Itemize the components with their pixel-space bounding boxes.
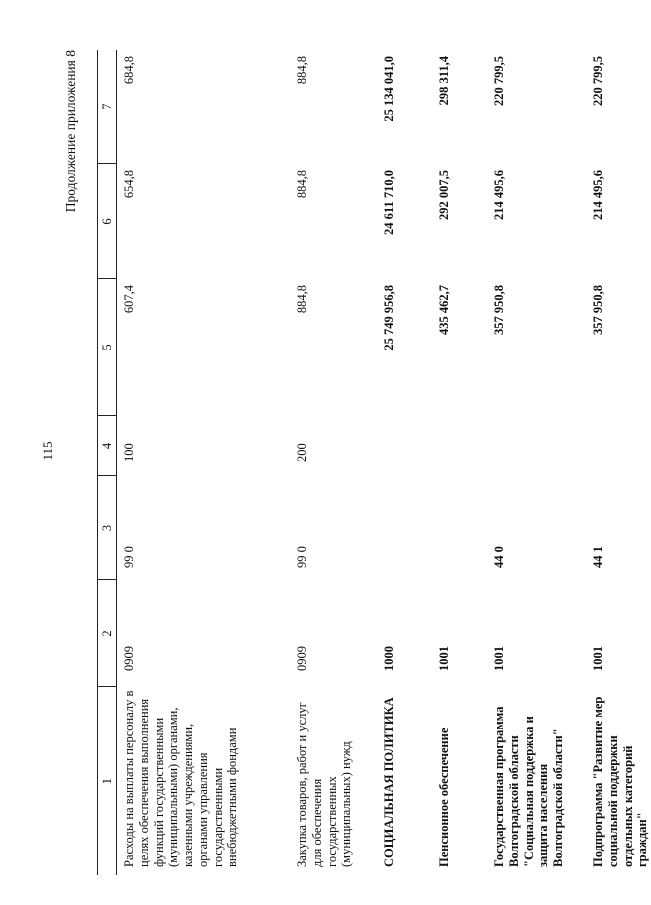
table-row xyxy=(377,50,432,875)
column-header: 3 xyxy=(98,476,117,580)
amount-col7: 25 134 041,0 xyxy=(382,56,396,122)
amount-col5: 607,4 xyxy=(122,285,136,314)
row-name: Закупка товаров, работ и услуг для обеспечения государственных (муниципальных) нужд xyxy=(295,702,354,867)
amount-col5: 884,8 xyxy=(295,285,309,314)
table-row xyxy=(290,50,377,875)
target-code: 99 0 xyxy=(122,546,136,568)
amount-col6: 214 495,6 xyxy=(591,170,605,220)
amount-col7: 220 799,5 xyxy=(492,56,506,106)
column-header: 6 xyxy=(98,164,117,279)
amount-col5: 435 462,7 xyxy=(437,285,451,335)
row-name: Расходы на выплаты персоналу в целях обеспечения выполнения функций государственными (муниципальными) органами, казенными учреждениями, органами управления государственными внебюджетными фондами xyxy=(122,690,240,867)
expense-type xyxy=(487,416,586,476)
section-code: 1001 xyxy=(591,646,605,671)
amount-col5: 357 950,8 xyxy=(591,285,605,335)
page-number: 115 xyxy=(40,441,55,461)
section-code: 1001 xyxy=(437,646,451,671)
table-row xyxy=(117,50,291,875)
table-row xyxy=(432,50,487,875)
amount-col6: 654,8 xyxy=(122,170,136,199)
amount-col7: 684,8 xyxy=(122,56,136,85)
target-code: 44 1 xyxy=(591,546,605,568)
row-name: Подпрограмма "Развитие мер социальной поддержки отдельных категорий граждан" xyxy=(591,696,650,867)
section-code: 0909 xyxy=(122,646,136,671)
expense-type: 200 xyxy=(295,443,309,462)
amount-col5: 25 749 956,8 xyxy=(382,285,396,351)
amount-col5: 357 950,8 xyxy=(492,285,506,335)
section-code: 1000 xyxy=(382,646,396,671)
row-name: СОЦИАЛЬНАЯ ПОЛИТИКА xyxy=(382,697,396,867)
budget-table xyxy=(97,50,651,875)
section-code: 0909 xyxy=(295,646,309,671)
column-header: 1 xyxy=(98,687,117,875)
section-code: 1001 xyxy=(492,646,506,671)
column-header: 5 xyxy=(98,279,117,416)
appendix-title: Продолжение приложения 8 xyxy=(63,50,78,213)
amount-col7: 220 799,5 xyxy=(591,56,605,106)
target-code: 99 0 xyxy=(295,546,309,568)
expense-type: 100 xyxy=(122,443,136,462)
expense-type xyxy=(377,416,432,476)
column-header: 4 xyxy=(98,416,117,476)
table-header-row xyxy=(98,50,117,875)
column-header: 2 xyxy=(98,580,117,687)
row-name: Государственная программа Волгоградской области "Социальная поддержка и защита населения Волгоградской области" xyxy=(492,706,565,867)
amount-col6: 24 611 710,0 xyxy=(382,170,396,235)
amount-col6: 884,8 xyxy=(295,170,309,199)
expense-type xyxy=(432,416,487,476)
target-code: 44 0 xyxy=(492,546,506,568)
column-header: 7 xyxy=(98,50,117,164)
expense-type xyxy=(586,416,651,476)
amount-col7: 298 311,4 xyxy=(437,56,451,106)
table-row xyxy=(487,50,586,875)
target-code xyxy=(377,476,432,580)
amount-col6: 214 495,6 xyxy=(492,170,506,220)
amount-col7: 884,8 xyxy=(295,56,309,85)
row-name: Пенсионное обеспечение xyxy=(437,727,451,867)
target-code xyxy=(432,476,487,580)
table-row xyxy=(586,50,651,875)
amount-col6: 292 007,5 xyxy=(437,170,451,220)
